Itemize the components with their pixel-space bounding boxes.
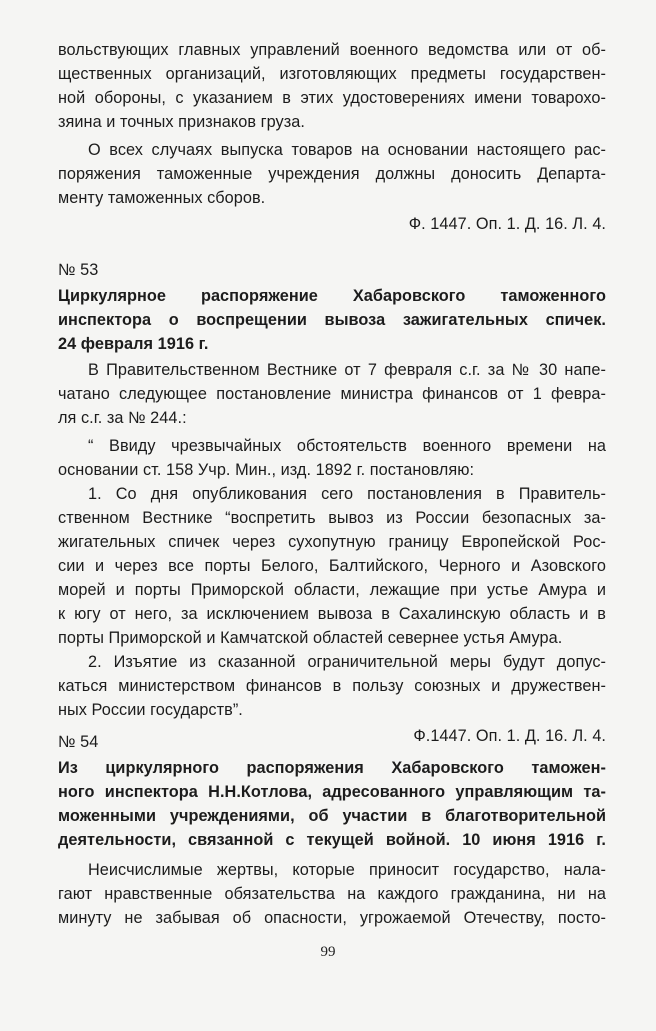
archive-reference: Ф.1447. Оп. 1. Д. 16. Л. 4. xyxy=(413,727,606,745)
document-title-line: Из циркулярного распоряжения Хабаровского таможен- xyxy=(58,759,606,777)
paragraph-line: Неисчислимые жертвы, которые приносит государство, нала- xyxy=(88,861,606,879)
paragraph-line: чатано следующее постановление министра финансов от 1 февра- xyxy=(58,385,606,403)
document-53 xyxy=(58,258,606,748)
document-title-line: 24 февраля 1916 г. xyxy=(58,335,209,353)
paragraph-line: ля с.г. за № 244.: xyxy=(58,409,187,427)
intro-paragraph-line: О всех случаях выпуска товаров на основании настоящего рас- xyxy=(88,141,606,159)
paragraph-line: к югу от него, за исключением вывоза в Сахалинскую область и в xyxy=(58,605,606,623)
paragraph-line: основании ст. 158 Учр. Мин., изд. 1892 г. постановляю: xyxy=(58,461,475,479)
document-title-line: инспектора о воспрещении вывоза зажигательных спичек. xyxy=(58,311,606,329)
paragraph-line: 1. Со дня опубликования сего постановления в Правитель- xyxy=(88,485,606,503)
page-number: 99 xyxy=(320,944,336,960)
paragraph-line: ных России государств”. xyxy=(58,701,243,719)
intro-line: вольствующих главных управлений военного ведомства или от об- xyxy=(58,41,606,59)
archive-reference: Ф. 1447. Оп. 1. Д. 16. Л. 4. xyxy=(408,215,606,233)
intro-line: щественных организаций, изготовляющих предметы государствен- xyxy=(58,65,606,83)
paragraph-line: морей и порты Приморской области, лежащие при устье Амура и xyxy=(58,581,606,599)
paragraph-line: гают нравственные обязательства на каждого гражданина, ни на xyxy=(58,885,606,903)
intro-section xyxy=(58,38,606,236)
document-number: № 53 xyxy=(58,261,99,279)
document-54 xyxy=(58,730,606,930)
document-title-line: деятельности, связанной с текущей войной. 10 июня 1916 г. xyxy=(58,831,606,849)
intro-line: ной обороны, с указанием в этих удостоверениях имени товарохо- xyxy=(58,89,606,107)
paragraph-line: “ Ввиду чрезвычайных обстоятельств военного времени на xyxy=(88,437,606,455)
intro-paragraph-line: менту таможенных сборов. xyxy=(58,189,266,207)
paragraph-line: каться министерством финансов в пользу союзных и дружествен- xyxy=(58,677,606,695)
paragraph-line: В Правительственном Вестнике от 7 февраля с.г. за № 30 напе- xyxy=(88,361,606,379)
paragraph-line: минуту не забывая об опасности, угрожаемой Отечеству, посто- xyxy=(58,909,606,927)
paragraph-line: жигательных спичек через сухопутную границу Европейской Рос- xyxy=(58,533,606,551)
paragraph-line: порты Приморской и Камчатской областей севернее устья Амура. xyxy=(58,629,563,647)
document-title-line: Циркулярное распоряжение Хабаровского таможенного xyxy=(58,287,606,305)
intro-paragraph-line: поряжения таможенные учреждения должны доносить Департа- xyxy=(58,165,606,183)
document-title-line: ного инспектора Н.Н.Котлова, адресованного управляющим та- xyxy=(58,783,606,801)
paragraph-line: сии и через все порты Белого, Балтийского, Черного и Азовского xyxy=(58,557,606,575)
paragraph-line: ственном Вестнике “воспретить вывоз из России безопасных за- xyxy=(58,509,606,527)
intro-line: зяина и точных признаков груза. xyxy=(58,113,305,131)
document-number: № 54 xyxy=(58,733,99,751)
paragraph-line: 2. Изъятие из сказанной ограничительной меры будут допус- xyxy=(88,653,606,671)
document-title-line: моженными учреждениями, об участии в благотворительной xyxy=(58,807,606,825)
